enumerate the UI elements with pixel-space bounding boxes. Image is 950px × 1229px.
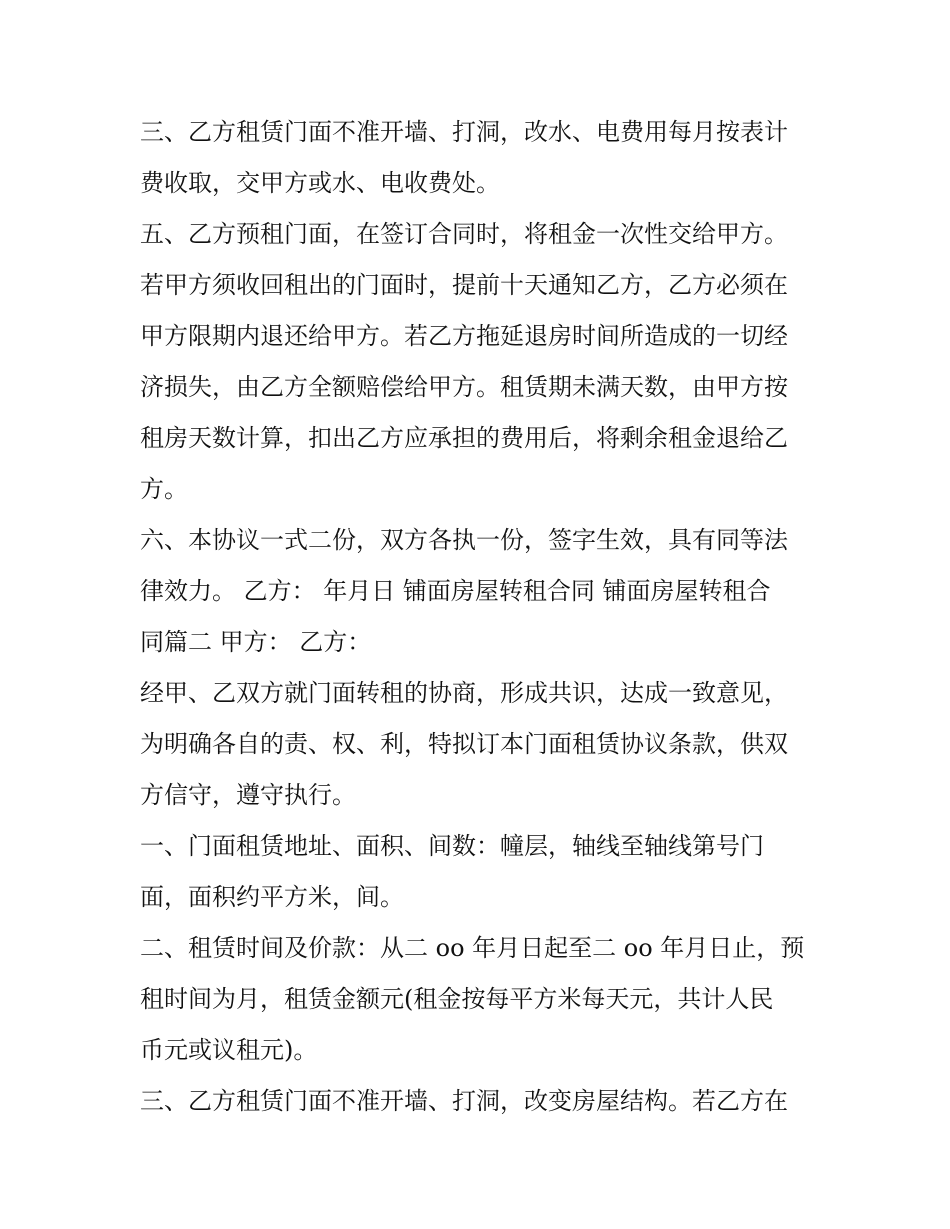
text-line: 方信守，遵守执行。: [140, 781, 356, 809]
text-line: 面，面积约平方米，间。: [140, 883, 404, 911]
text-line: 六、本协议一式二份，双方各执一份，签字生效，具有同等法: [140, 526, 788, 554]
text-line: 若甲方须收回租出的门面时，提前十天通知乙方，乙方必须在: [140, 271, 788, 299]
document-body: [140, 107, 820, 1127]
text-line: 租房天数计算，扣出乙方应承担的费用后，将剩余租金退给乙: [140, 424, 788, 452]
text-line: 甲方限期内退还给甲方。若乙方拖延退房时间所造成的一切经: [140, 322, 788, 350]
text-line: 三、乙方租赁门面不准开墙、打洞，改变房屋结构。若乙方在: [140, 1087, 788, 1115]
text-line: 币元或议租元)。: [140, 1036, 318, 1064]
text-line: 费收取，交甲方或水、电收费处。: [140, 169, 500, 197]
text-line: 为明确各自的责、权、利，特拟订本门面租赁协议条款，供双: [140, 730, 788, 758]
text-line: 济损失，由乙方全额赔偿给甲方。租赁期未满天数，由甲方按: [140, 373, 788, 401]
text-line: 律效力。 乙方： 年月日 铺面房屋转租合同 铺面房屋转租合: [140, 577, 771, 605]
text-line: 经甲、乙双方就门面转租的协商，形成共识，达成一致意见，: [140, 679, 788, 707]
text-line: 方。: [140, 475, 188, 503]
text-line: 三、乙方租赁门面不准开墙、打洞，改水、电费用每月按表计: [140, 118, 788, 146]
text-line: 租时间为月，租赁金额元(租金按每平方米每天元，共计人民: [140, 985, 774, 1013]
text-line: 同篇二 甲方： 乙方：: [140, 628, 372, 656]
text-line: 五、乙方预租门面，在签订合同时，将租金一次性交给甲方。: [140, 220, 788, 248]
text-line: 一、门面租赁地址、面积、间数：幢层，轴线至轴线第号门: [140, 832, 764, 860]
text-line: 二、租赁时间及价款：从二 oo 年月日起至二 oo 年月日止，预: [140, 934, 805, 962]
